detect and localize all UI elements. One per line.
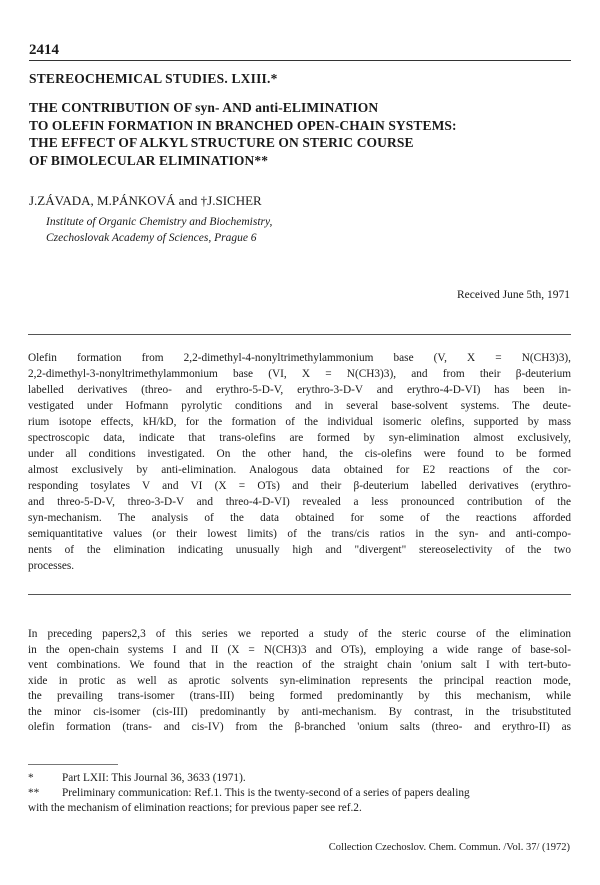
abstract-line: Olefin formation from 2,2-dimethyl-4-nonyltrimethylammonium base (V, X = N(CH3)3), — [28, 352, 571, 364]
body-line: olefin formation (trans- and cis-IV) from the β-branched 'onium salts (threo- and erythro-II) as — [28, 721, 571, 733]
page-number: 2414 — [29, 42, 59, 58]
title-line: THE CONTRIBUTION OF syn- AND anti-ELIMINATION — [29, 100, 379, 115]
abstract — [28, 350, 571, 574]
abstract-line: nents of the elimination indicating unusually high and "divergent" stereoselectivity of the two — [28, 544, 571, 556]
footnote-text: with the mechanism of elimination reactions; for previous paper see ref.2. — [28, 802, 362, 814]
abstract-line: rium isotope effects, kH/kD, for the formation of the individual isomeric olefins, supported by mass — [28, 416, 571, 428]
body-line: the minor cis-isomer (cis-III) predominantly by anti-mechanism. By contrast, in the trisubstituted — [28, 705, 571, 718]
title-line: THE EFFECT OF ALKYL STRUCTURE ON STERIC COURSE — [29, 135, 414, 150]
body-text — [28, 627, 571, 736]
footnote-text: Preliminary communication: Ref.1. This is the twenty-second of a series of papers dealing — [62, 787, 470, 799]
body-line: vent combinations. We found that in the reaction of the straight chain 'onium salt I with tert-buto- — [28, 659, 571, 671]
body-line: xide in protic as well as aprotic solvents syn-elimination represents the principal reaction mode, — [28, 674, 571, 687]
abstract-line: semiquantitative values (or their lowest limits) of the trans/cis ratios in the syn- and anti-compo- — [28, 528, 571, 540]
body-line: the prevailing trans-isomer (trans-III) being formed predominantly by this mechanism, while — [28, 690, 571, 702]
abstract-line: labelled derivatives (threo- and erythro-5-D-V, erythro-3-D-V and erythro-4-D-VI) has been in- — [28, 384, 571, 396]
abstract-line: and threo-5-D-V, threo-3-D-V and threo-4-D-VI) revealed a less pronounced contribution of the — [28, 496, 571, 508]
received-date: Received June 5th, 1971 — [456, 289, 570, 301]
footnotes — [28, 771, 571, 816]
abstract-line: almost exclusively by anti-elimination. Analogous data obtained for E2 reactions of the cor- — [28, 464, 571, 476]
footnote-mark: ** — [28, 787, 40, 799]
footnote-rule — [28, 764, 118, 765]
abstract-line: responding tosylates V and VI (X = OTs) and their β-deuterium labelled derivatives (erythro- — [28, 480, 571, 492]
footnote-text: Part LXII: This Journal 36, 3633 (1971). — [62, 772, 246, 784]
affiliation-line: Institute of Organic Chemistry and Biochemistry, — [46, 216, 273, 228]
affiliation — [46, 214, 272, 246]
abstract-top-rule — [28, 334, 571, 335]
journal-footer: Collection Czechoslov. Chem. Commun. /Vol. 37/ (1972) — [328, 842, 570, 853]
body-line: in the open-chain systems I and II (X = N(CH3)3 and OTs), employing a wide range of base-sol- — [28, 643, 571, 656]
footnote — [28, 771, 571, 786]
title-line: TO OLEFIN FORMATION IN BRANCHED OPEN-CHAIN SYSTEMS: — [29, 117, 457, 133]
footnote-mark: * — [28, 772, 34, 784]
affiliation-line: Czechoslovak Academy of Sciences, Prague 6 — [46, 232, 257, 244]
title-line: OF BIMOLECULAR ELIMINATION** — [29, 152, 269, 168]
article-title — [29, 99, 574, 169]
footnote — [28, 801, 571, 816]
footnote — [28, 786, 571, 801]
abstract-bottom-rule — [28, 594, 571, 595]
abstract-line: vestigated under Hofmann pyrolytic conditions and in several base-solvent systems. The deute- — [28, 400, 571, 412]
abstract-line: spectroscopic data, indicate that trans-olefins are formed by syn-elimination almost exclusively, — [28, 432, 571, 444]
abstract-line: syn-mechanism. The analysis of the data obtained for some of the reactions afforded — [28, 512, 571, 524]
abstract-line: 2,2-dimethyl-3-nonyltrimethylammonium base (VI, X = N(CH3)3), and from their β-deuterium — [28, 368, 571, 380]
series-title: STEREOCHEMICAL STUDIES. LXIII.* — [29, 71, 278, 86]
abstract-line: under all conditions investigated. On the other hand, the cis-olefins were found to be formed — [28, 448, 571, 460]
abstract-line: processes. — [28, 560, 75, 572]
body-line: In preceding papers2,3 of this series we reported a study of the steric course of the elimination — [28, 628, 571, 640]
authors: J.ZÁVADA, M.PÁNKOVÁ and †J.SICHER — [29, 193, 262, 208]
header-rule — [29, 60, 571, 61]
